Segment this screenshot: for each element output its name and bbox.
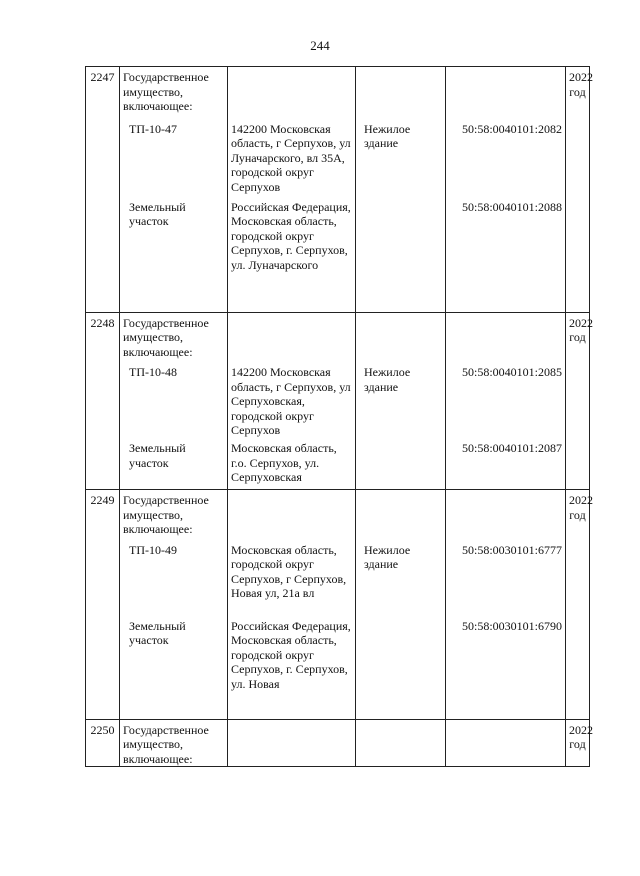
item-cadastral: 50:58:0040101:2088: [446, 200, 566, 313]
item-name: ТП-10-49: [129, 542, 177, 557]
item-name: Земельный участок: [129, 618, 186, 647]
item-cadastral: 50:58:0030101:6777: [446, 537, 566, 619]
property-table: [85, 66, 593, 767]
record-row: [86, 719, 590, 767]
item-address: 142200 Московская область, г Серпухов, ул Луначарского, вл 35А, городской округ Серпухов: [228, 114, 356, 200]
item-cadastral: 50:58:0040101:2082: [446, 114, 566, 200]
record-group: Государственное имущество, включающее:: [120, 67, 228, 114]
item-address: Московская область, г.о. Серпухов, ул. Серпуховская: [228, 441, 356, 490]
record-year: 2022 год: [566, 312, 590, 490]
item-cadastral: 50:58:0040101:2085: [446, 359, 566, 441]
item-row: [86, 200, 590, 313]
item-address: Московская область, городской округ Серпухов, г Серпухов, Новая ул, 21а вл: [228, 537, 356, 619]
record-number: 2248: [86, 312, 120, 359]
record-number: 2249: [86, 490, 120, 537]
item-row: [86, 359, 590, 441]
item-name: ТП-10-48: [129, 365, 177, 379]
item-row: [86, 537, 590, 619]
item-type: Нежилое здание: [356, 114, 446, 200]
record-row: [86, 490, 590, 537]
item-type: Нежилое здание: [356, 359, 446, 441]
item-name: Земельный участок: [129, 199, 186, 228]
item-address: 142200 Московская область, г Серпухов, ул Серпуховская, городской округ Серпухов: [228, 359, 356, 441]
record-year: 2022 год: [566, 67, 590, 313]
record-row: [86, 312, 590, 359]
record-number: 2250: [86, 719, 120, 767]
record-group: Государственное имущество, включающее:: [120, 719, 228, 767]
record-row: [86, 67, 590, 114]
record-number: 2247: [86, 67, 120, 114]
record-group: Государственное имущество, включающее:: [120, 312, 228, 359]
item-name: Земельный участок: [129, 441, 186, 470]
record-group: Государственное имущество, включающее:: [120, 490, 228, 537]
item-row: [86, 114, 590, 200]
item-row: [86, 441, 590, 490]
record-year: 2022 год: [566, 719, 590, 767]
item-row: [86, 619, 590, 720]
item-address: Российская Федерация, Московская область, городской округ Серпухов, г. Серпухов, ул. Новая: [228, 619, 356, 720]
item-type: Нежилое здание: [356, 537, 446, 619]
item-cadastral: 50:58:0040101:2087: [446, 441, 566, 490]
item-name: ТП-10-47: [129, 121, 177, 136]
page-number: 244: [310, 38, 330, 53]
item-address: Российская Федерация, Московская область, городской округ Серпухов, г. Серпухов, ул. Луначарского: [228, 200, 356, 313]
item-cadastral: 50:58:0030101:6790: [446, 619, 566, 720]
record-year: 2022 год: [566, 490, 590, 720]
